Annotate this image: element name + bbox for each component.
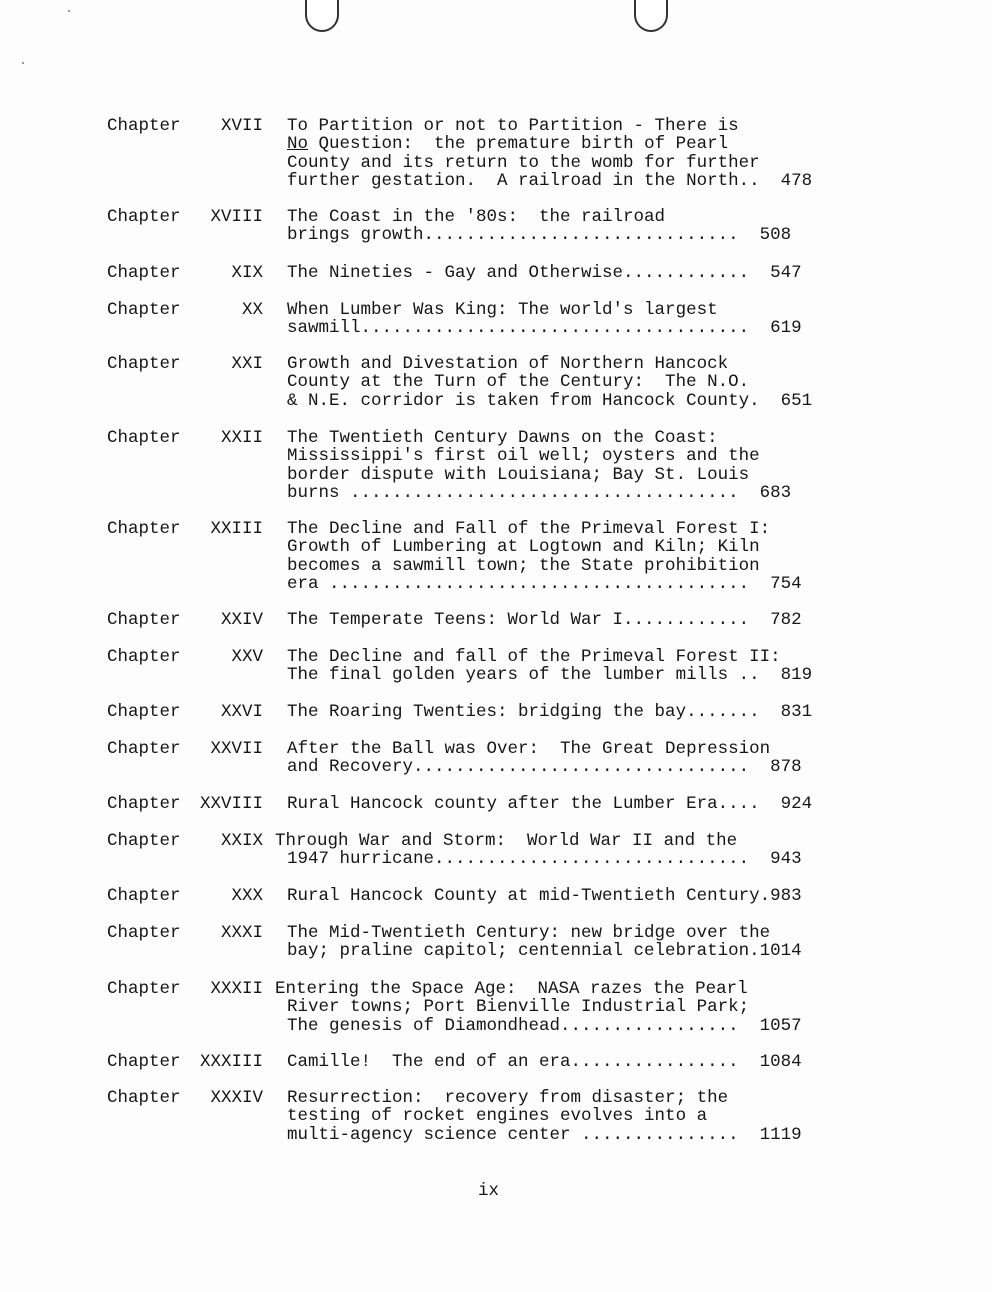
chapter-number: XXI xyxy=(231,354,263,374)
chapter-word: Chapter xyxy=(107,794,181,814)
title-line: burns ..................................... 683 xyxy=(287,482,792,503)
chapter-word: Chapter xyxy=(107,116,181,136)
scan-speck xyxy=(22,62,24,64)
title-line: & N.E. corridor is taken from Hancock County. 651 xyxy=(287,390,813,411)
chapter-number: XXXI xyxy=(220,923,263,943)
title-line: The Coast in the '80s: the railroad xyxy=(287,207,666,227)
title-line: bay; praline capitol; centennial celebration.1014 xyxy=(287,941,802,962)
title-line: era ........................................ 754 xyxy=(287,573,802,594)
title-line: The Twentieth Century Dawns on the Coast: xyxy=(287,428,718,448)
chapter-title xyxy=(287,1089,802,1144)
title-line: sawmill..................................... 619 xyxy=(287,318,802,339)
chapter-number: XXIII xyxy=(210,519,263,539)
chapter-word: Chapter xyxy=(107,739,181,759)
chapter-title xyxy=(287,648,812,685)
title-line: The Decline and fall of the Primeval Forest II: xyxy=(287,647,781,667)
title-line: The genesis of Diamondhead................. 1057 xyxy=(287,1015,802,1036)
chapter-title xyxy=(287,887,802,905)
chapter-number: XXVIII xyxy=(199,794,263,814)
title-line: Growth of Lumbering at Logtown and Kiln; Kiln xyxy=(287,537,760,558)
chapter-title xyxy=(287,520,802,593)
chapter-title xyxy=(287,264,802,282)
title-line: The final golden years of the lumber mills .. 819 xyxy=(287,665,813,686)
chapter-number: XXIX xyxy=(220,831,263,851)
title-line: and Recovery................................ 878 xyxy=(287,757,802,778)
chapter-title xyxy=(275,979,802,1036)
chapter-number: XXVI xyxy=(220,702,263,722)
chapter-number: XXXIII xyxy=(199,1052,263,1072)
chapter-title xyxy=(287,740,802,777)
chapter-word: Chapter xyxy=(107,923,181,943)
chapter-word: Chapter xyxy=(107,1052,181,1072)
title-line: testing of rocket engines evolves into a xyxy=(287,1106,708,1127)
title-line: Resurrection: recovery from disaster; the xyxy=(287,1088,729,1108)
title-line: County at the Turn of the Century: The N.O. xyxy=(287,372,750,393)
chapter-word: Chapter xyxy=(107,354,181,374)
title-line: Mississippi's first oil well; oysters and the xyxy=(287,446,760,467)
chapter-title xyxy=(287,611,802,629)
title-line: multi-agency science center ............... 1119 xyxy=(287,1124,802,1145)
title-line: The Nineties - Gay and Otherwise............ 547 xyxy=(287,263,802,283)
title-line: The Roaring Twenties: bridging the bay....... 831 xyxy=(287,702,813,722)
chapter-word: Chapter xyxy=(107,702,181,722)
chapter-title xyxy=(287,1053,802,1071)
chapter-title xyxy=(287,355,812,410)
chapter-number: XXXII xyxy=(210,979,263,999)
chapter-word: Chapter xyxy=(107,979,181,999)
chapter-title xyxy=(287,208,791,245)
chapter-number: XXX xyxy=(231,886,263,906)
chapter-title xyxy=(287,795,812,813)
title-line: becomes a sawmill town; the State prohibition xyxy=(287,555,760,576)
title-line: Through War and Storm: World War II and the xyxy=(275,831,738,851)
title-line: border dispute with Louisiana; Bay St. Louis xyxy=(287,464,750,485)
chapter-title xyxy=(287,117,812,190)
chapter-word: Chapter xyxy=(107,1088,181,1108)
title-line: Camille! The end of an era................ 1084 xyxy=(287,1052,802,1072)
title-line: To Partition or not to Partition - There is xyxy=(287,116,739,136)
title-line: Rural Hancock County at mid-Twentieth Century.983 xyxy=(287,886,802,906)
chapter-number: XIX xyxy=(231,263,263,283)
chapter-title xyxy=(287,703,812,721)
title-line: Growth and Divestation of Northern Hancock xyxy=(287,354,729,374)
title-line: 1947 hurricane.............................. 943 xyxy=(287,849,802,870)
chapter-word: Chapter xyxy=(107,207,181,227)
punch-hole-left xyxy=(305,0,339,32)
underlined-word: No xyxy=(287,134,309,155)
title-line: The Mid-Twentieth Century: new bridge over the xyxy=(287,923,771,943)
chapter-title xyxy=(287,429,791,502)
chapter-number: XXIV xyxy=(220,610,263,630)
title-line: The Decline and Fall of the Primeval Forest I: xyxy=(287,519,771,539)
title-line: Entering the Space Age: NASA razes the Pearl xyxy=(275,979,748,999)
chapter-word: Chapter xyxy=(107,428,181,448)
scan-speck xyxy=(68,10,70,12)
chapter-number: XVIII xyxy=(210,207,263,227)
title-line: The Temperate Teens: World War I............ 782 xyxy=(287,610,802,630)
chapter-word: Chapter xyxy=(107,519,181,539)
chapter-number: XXXIV xyxy=(210,1088,263,1108)
chapter-title xyxy=(287,301,802,338)
chapter-word: Chapter xyxy=(107,610,181,630)
chapter-number: XVII xyxy=(220,116,263,136)
page-number: ix xyxy=(478,1181,500,1201)
chapter-word: Chapter xyxy=(107,886,181,906)
chapter-title xyxy=(275,831,802,870)
title-line: Rural Hancock county after the Lumber Era.... 924 xyxy=(287,794,813,814)
title-line: River towns; Port Bienville Industrial Park; xyxy=(287,997,750,1018)
chapter-word: Chapter xyxy=(107,831,181,851)
title-line: After the Ball was Over: The Great Depression xyxy=(287,739,771,759)
chapter-word: Chapter xyxy=(107,647,181,667)
punch-hole-right xyxy=(634,0,668,32)
chapter-number: XXVII xyxy=(210,739,263,759)
chapter-number: XXII xyxy=(220,428,263,448)
chapter-title xyxy=(287,924,802,961)
title-line: County and its return to the womb for further xyxy=(287,152,760,173)
title-line: When Lumber Was King: The world's largest xyxy=(287,300,718,320)
chapter-number: XXV xyxy=(231,647,263,667)
chapter-word: Chapter xyxy=(107,263,181,283)
title-line: No Question: the premature birth of Pearl xyxy=(287,134,729,155)
chapter-number: XX xyxy=(241,300,263,320)
title-line: brings growth.............................. 508 xyxy=(287,225,792,246)
title-line: further gestation. A railroad in the North.. 478 xyxy=(287,170,813,191)
chapter-word: Chapter xyxy=(107,300,181,320)
